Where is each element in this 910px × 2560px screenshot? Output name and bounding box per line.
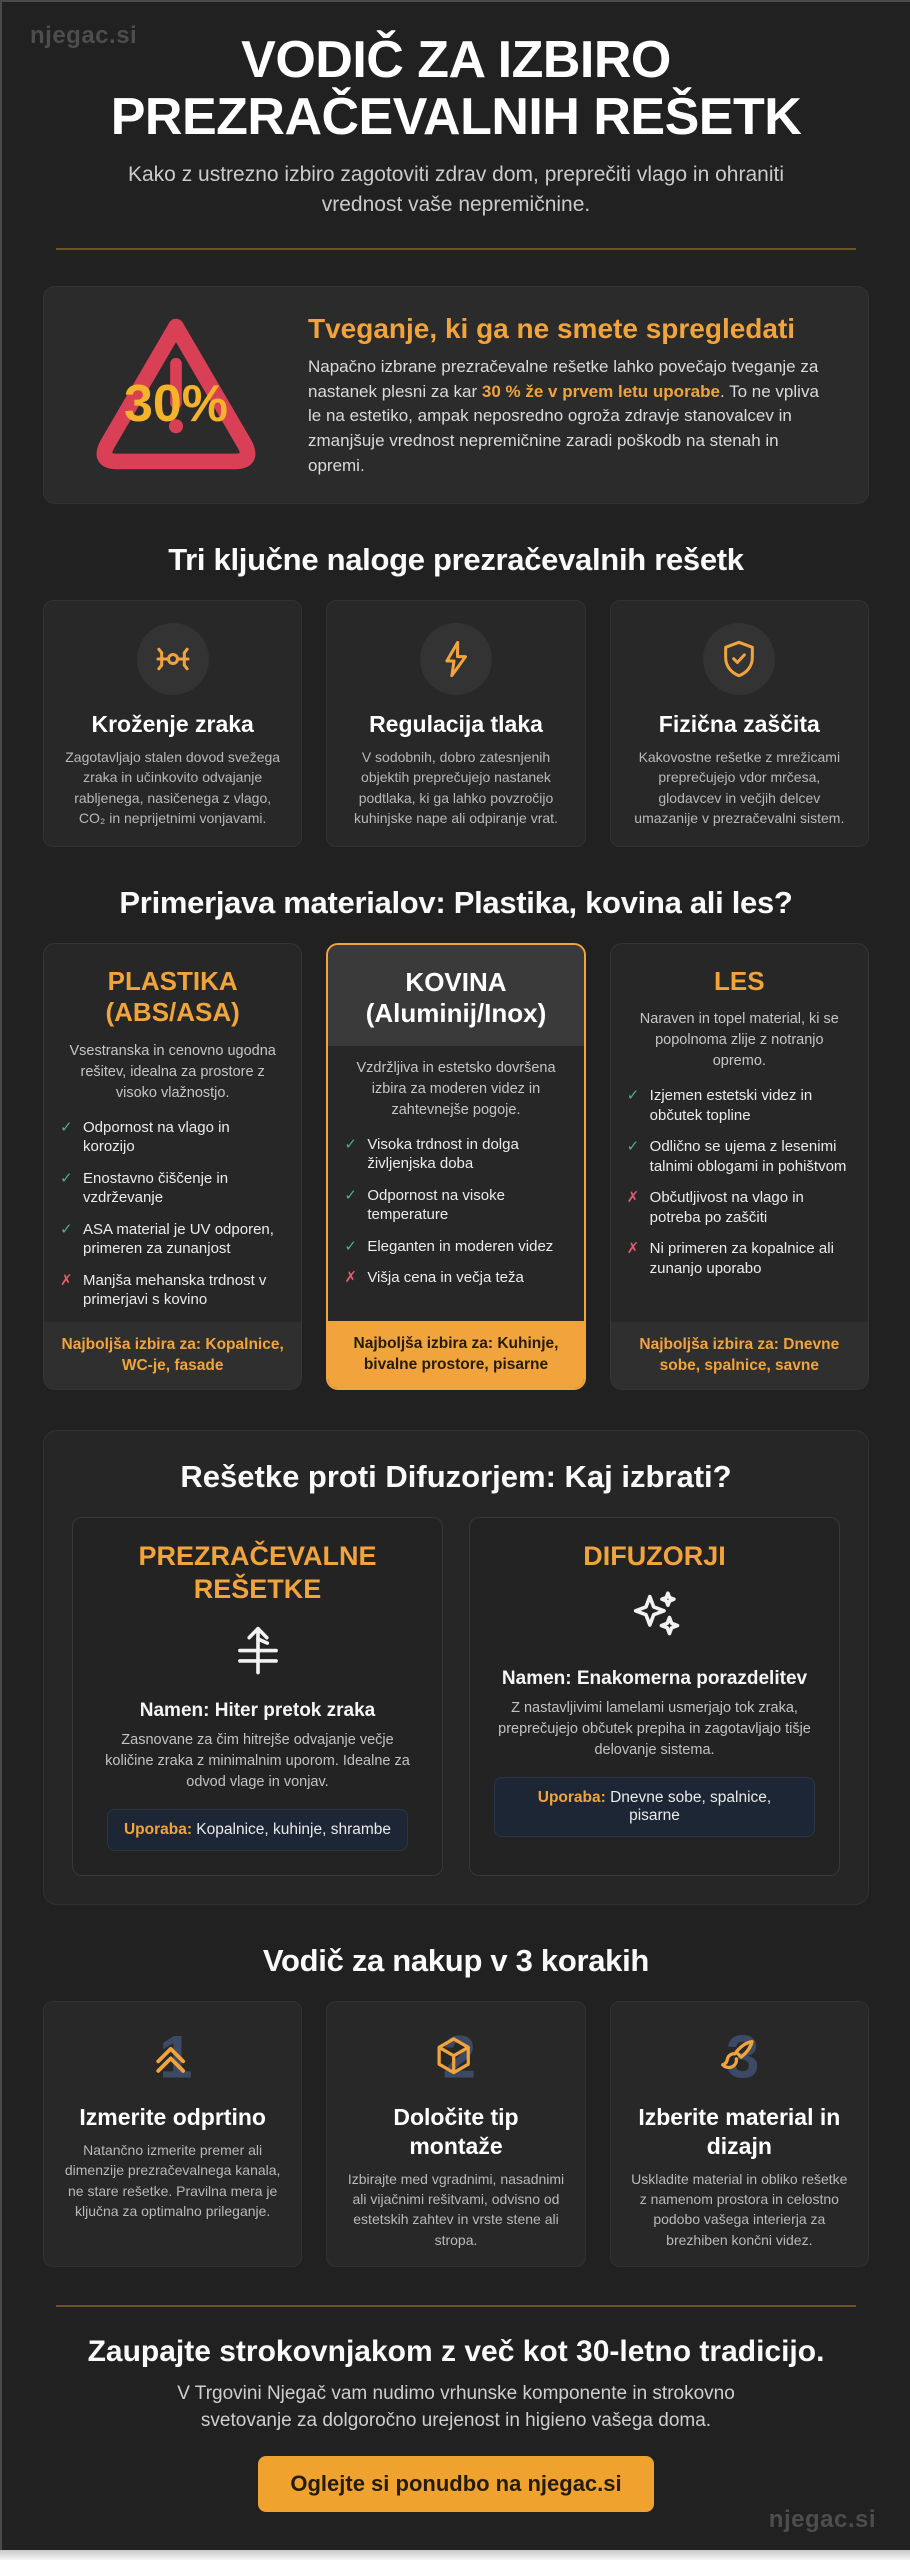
check-icon: ✓: [344, 1135, 357, 1153]
list-item: [344, 1135, 567, 1174]
task-text: Zagotavljajo stalen dovod svežega zraka in učinkovito odvajanje rabljenega, nasičenega z vlago, CO₂ in neprijetnimi vonjavami.: [65, 749, 281, 826]
list-item: [627, 1239, 852, 1278]
materials-section-heading: Primerjava materialov: Plastika, kovina ali les?: [119, 885, 793, 921]
material-card-plastic: [43, 943, 302, 1390]
air-circulation-icon: [137, 623, 209, 695]
steps-section-heading: Vodič za nakup v 3 korakih: [262, 1943, 650, 1979]
task-card-air-circulation: [43, 600, 302, 847]
material-title: KOVINA (Aluminij/Inox): [328, 945, 583, 1045]
cross-icon: ✗: [60, 1271, 73, 1289]
check-icon: ✓: [344, 1237, 357, 1255]
usage-box: [107, 1809, 408, 1851]
warning-title: Tveganje, ki ga ne smete spregledati: [308, 312, 796, 344]
versus-purpose: Namen: Hiter pretok zraka: [139, 1700, 376, 1722]
warning-text-before: Napačno izbrane prezračevalne rešetke lahko povečajo tveganje za nastanek plesni za kar: [308, 357, 819, 401]
step-card-measure: [43, 2001, 302, 2267]
material-card-metal: [326, 943, 585, 1390]
material-description: Vzdržljiva in estetsko dovršena izbira za moderen videz in zahtevnejše pogoje.: [356, 1059, 556, 1118]
check-icon: ✓: [626, 1138, 640, 1156]
step-text: Natančno izmerite premer ali dimenzije prezračevalnega kanala, ne stare rešetke. Pravilna mera je ključna za optimalno prileganje.: [64, 2142, 281, 2219]
grille-airflow-icon: [97, 1617, 418, 1684]
risk-percentage-badge: 30%: [123, 374, 229, 433]
material-feature-list: [44, 1104, 301, 1322]
list-item: [627, 1137, 852, 1176]
risk-warning-card: [43, 286, 869, 504]
list-item-text: Odlično se ujema z lesenimi talnimi oblogami in pohištvom: [649, 1138, 847, 1175]
list-item-text: Odpornost na vlago in korozijo: [83, 1118, 230, 1156]
task-title: Fizična zaščita: [658, 711, 820, 737]
cross-icon: ✗: [626, 1240, 640, 1258]
paintbrush-icon: [714, 2034, 760, 2085]
header: [43, 2, 869, 250]
versus-grid: [72, 1517, 840, 1876]
footer-text: V Trgovini Njegač vam nudimo vrhunske komponente in strokovno svetovanje za dolgoročno urejenost in higieno vašega doma.: [177, 2382, 735, 2431]
material-card-wood: [610, 943, 869, 1390]
sparkles-icon: [494, 1585, 815, 1652]
step-visual: [345, 2024, 566, 2090]
material-best-for: Najboljša izbira za: Kopalnice, WC-je, fasade: [44, 1322, 301, 1390]
check-icon: ✓: [626, 1087, 640, 1105]
versus-heading: Rešetke proti Difuzorjem: Kaj izbrati?: [180, 1459, 732, 1495]
list-item-text: Odpornost na visoke temperature: [367, 1186, 505, 1224]
step-number: 3: [725, 2023, 760, 2091]
material-best-for: Najboljša izbira za: Dnevne sobe, spalnice, savne: [611, 1322, 868, 1390]
material-description: Naraven in topel material, ki se popolnoma zlije z notranjo opremo.: [639, 1011, 839, 1070]
list-item: [344, 1268, 567, 1288]
check-icon: ✓: [344, 1186, 357, 1204]
usage-label: Uporaba:: [123, 1821, 192, 1839]
list-item: [344, 1237, 567, 1257]
material-feature-list: [328, 1121, 583, 1321]
versus-card-title: PREZRAČEVALNE REŠETKE: [138, 1541, 377, 1604]
check-icon: ✓: [60, 1169, 73, 1187]
versus-purpose: Namen: Enakomerna porazdelitev: [501, 1667, 808, 1689]
material-feature-list: [611, 1072, 868, 1321]
tasks-grid: [43, 600, 869, 847]
page-subtitle: Kako z ustrezno izbiro zagotoviti zdrav dom, preprečiti vlago in ohraniti vrednost vaše nepremičnine.: [128, 163, 784, 217]
material-best-for: Najboljša izbira za: Kuhinje, bivalne prostore, pisarne: [328, 1321, 583, 1389]
list-item: [344, 1186, 567, 1225]
list-item: [60, 1220, 285, 1259]
warning-text-highlight: 30 % že v prvem letu uporabe: [481, 381, 720, 401]
step-number: 1: [159, 2023, 193, 2091]
brand-logo-top: njegac.si: [30, 22, 138, 49]
list-item-text: Manjša mehanska trdnost v primerjavi s kovino: [83, 1271, 267, 1309]
list-item-text: Enostavno čiščenje in vzdrževanje: [83, 1169, 229, 1207]
list-item: [60, 1169, 285, 1208]
measure-chevrons-icon: [147, 2034, 193, 2085]
step-text: Izbirajte med vgradnimi, nasadnimi ali vijačnimi rešitvami, odvisno od estetskih zahtev in vrste stene ali stropa.: [347, 2170, 565, 2248]
check-icon: ✓: [60, 1220, 73, 1238]
list-item-text: Višja cena in večja teža: [367, 1269, 524, 1287]
warning-triangle-icon: [78, 309, 274, 481]
list-item-text: Visoka trdnost in dolga življenjska doba: [367, 1135, 519, 1173]
step-title: Določite tip montaže: [393, 2104, 519, 2160]
warning-body: [308, 312, 834, 479]
window-bottom-edge: [0, 2550, 910, 2560]
material-description: Vsestranska in cenovno ugodna rešitev, idealna za prostore z visoko vlažnostjo.: [69, 1042, 276, 1101]
task-text: Kakovostne rešetke z mrežicami preprečujejo vdor mrčesa, glodavcev in večjih delcev umazanije v prezračevalni sistem.: [634, 749, 845, 826]
lightning-icon: [420, 623, 492, 695]
list-item: [627, 1086, 852, 1125]
task-title: Regulacija tlaka: [369, 711, 543, 737]
usage-value: Kopalnice, kuhinje, shrambe: [192, 1821, 392, 1839]
task-card-physical-protection: [610, 600, 869, 847]
step-visual: [629, 2024, 850, 2090]
task-text: V sodobnih, dobro zatesnjenih objektih preprečujejo nastanek podtlaka, ki ga lahko povzročijo kuhinjske nape ali odpiranje vrat.: [354, 749, 558, 826]
shield-check-icon: [703, 623, 775, 695]
divider-bottom: [56, 2305, 856, 2307]
step-card-material-design: [610, 2001, 869, 2267]
versus-section: [43, 1430, 869, 1905]
list-item: [60, 1271, 285, 1310]
cross-icon: ✗: [626, 1189, 640, 1207]
warning-text-after: . To ne vpliva le na estetiko, ampak neposredno ogroža zdravje stanovalcev in zmanjšuje vrednost nepremičnine zaradi poškodb na stenah in opremi.: [308, 381, 819, 475]
cross-icon: ✗: [344, 1269, 357, 1287]
versus-card-title: DIFUZORJI: [583, 1541, 726, 1572]
brand-logo-bottom: njegac.si: [768, 2506, 876, 2533]
material-title: LES: [714, 966, 765, 997]
footer-heading: Zaupajte strokovnjakom z več kot 30-letno tradicijo.: [87, 2334, 825, 2368]
task-card-pressure-regulation: [326, 600, 585, 847]
versus-card-diffusers: [469, 1517, 840, 1876]
cube-icon: [431, 2034, 477, 2085]
step-title: Izmerite odprtino: [79, 2104, 266, 2131]
list-item-text: Izjemen estetski videz in občutek topline: [649, 1087, 813, 1124]
versus-card-grilles: [72, 1517, 443, 1876]
list-item: [627, 1188, 852, 1227]
step-card-mounting: [326, 2001, 585, 2267]
list-item-text: ASA material je UV odporen, primeren za zunanjost: [83, 1220, 274, 1258]
page-title: VODIČ ZA IZBIRO PREZRAČEVALNIH REŠETK: [110, 31, 802, 147]
usage-label: Uporaba:: [537, 1788, 606, 1806]
material-title: PLASTIKA (ABS/ASA): [105, 966, 240, 1028]
list-item-text: Eleganten in moderen videz: [367, 1237, 554, 1255]
step-text: Uskladite material in obliko rešetke z namenom prostora in celostno podobo vašega interierja za brezhiben končni videz.: [631, 2170, 848, 2248]
step-visual: [62, 2024, 283, 2090]
step-title: Izberite material in dizajn: [638, 2104, 841, 2160]
materials-grid: [43, 943, 869, 1390]
versus-text: Z nastavljivimi lamelami usmerjajo tok zraka, preprečujejo občutek prepiha in zagotavljajo tišje delovanje sistema.: [498, 1699, 811, 1758]
list-item-text: Ni primeren za kopalnice ali zunanjo uporabo: [649, 1240, 834, 1277]
usage-value: Dnevne sobe, spalnice, pisarne: [605, 1788, 772, 1824]
task-title: Kroženje zraka: [91, 711, 254, 737]
list-item: [60, 1118, 285, 1157]
check-icon: ✓: [60, 1118, 73, 1136]
steps-grid: [43, 2001, 869, 2267]
cta-button[interactable]: Oglejte si ponudbo na njegac.si: [258, 2456, 653, 2512]
list-item-text: Občutljivost na vlago in potreba po zaščiti: [649, 1189, 804, 1226]
warning-text: [308, 355, 834, 478]
versus-text: Zasnovane za čim hitrejše odvajanje večje količine zraka z minimalnim uporom. Idealne za odvod vlage in vonjav.: [105, 1732, 410, 1791]
divider-top: [56, 248, 856, 250]
step-number: 2: [442, 2023, 477, 2091]
tasks-section-heading: Tri ključne naloge prezračevalnih rešetk: [168, 542, 744, 577]
usage-box: [494, 1777, 815, 1837]
